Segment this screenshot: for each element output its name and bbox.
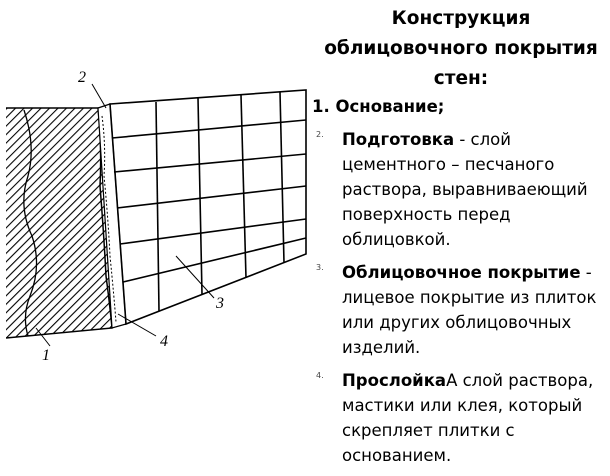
wall-cladding-diagram: [6, 66, 312, 376]
list-item-term: Облицовочное покрытие: [342, 263, 581, 282]
figure-label-3: 3: [216, 295, 224, 312]
figure-label-1: 1: [42, 347, 50, 364]
list-item-text: - лицевое покрытие из плиток или других облицовочных изделий.: [342, 263, 597, 357]
list-item-facing: [312, 260, 608, 360]
base-wall-section: [6, 108, 112, 338]
list-item-interlayer: [312, 368, 608, 468]
list-item-term: Прослойка: [342, 371, 447, 390]
list-item-number: 2.: [316, 130, 324, 139]
figure-label-4: 4: [160, 333, 168, 350]
list-item-text: А слой раствора, мастики или клея, который скрепляет плитки с основанием.: [342, 371, 594, 465]
list-item-number: 4.: [316, 371, 324, 380]
list-item-term: Подготовка: [342, 130, 455, 149]
slide-title: Конструкция облицовочного покрытия стен:: [324, 8, 598, 89]
figure-label-2: 2: [78, 69, 86, 86]
list-item-number: 3.: [316, 263, 324, 272]
list-item-preparation: [312, 127, 608, 252]
list-item-base: 1. Основание;: [312, 97, 445, 116]
list-item-text: - слой цементного – песчаного раствора, выравниваеющий поверхность перед облицовкой.: [342, 130, 588, 249]
construction-list: [312, 94, 608, 476]
tile-grid: [110, 90, 306, 324]
